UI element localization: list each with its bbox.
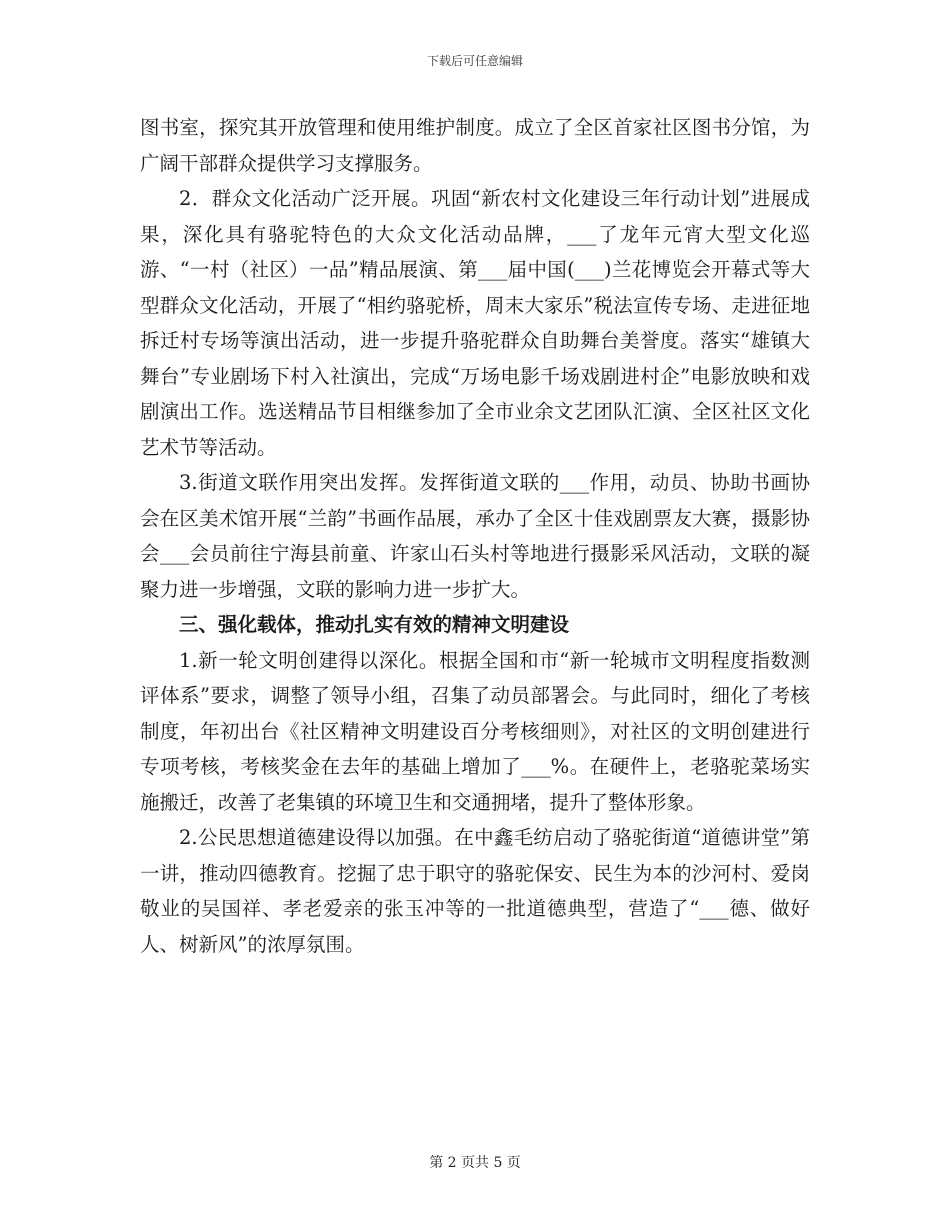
document-body bbox=[140, 110, 810, 962]
paragraph-civilization-creation: 1.新一轮文明创建得以深化。根据全国和市“新一轮城市文明程度指数测评体系”要求，调整了领导小组，召集了动员部署会。与此同时，细化了考核制度，年初出台《社区精神文明建设百分考核细则》，对社区的文明创建进行专项考核，考核奖金在去年的基础上增加了___%。在硬件上，老骆驼菜场实施搬迁，改善了老集镇的环境卫生和交通拥堵，提升了整体形象。 bbox=[140, 648, 810, 814]
paragraph-street-federation: 3.街道文联作用突出发挥。发挥街道文联的___作用，动员、协助书画协会在区美术馆开展“兰韵”书画作品展，承办了全区十佳戏剧票友大赛，摄影协会___会员前往宁海县前童、许家山石头村等地进行摄影采风活动，文联的凝聚力进一步增强，文联的影响力进一步扩大。 bbox=[140, 471, 810, 601]
page-footer: 第 2 页共 5 页 bbox=[429, 1155, 521, 1171]
paragraph-moral-construction: 2.公民思想道德建设得以加强。在中鑫毛纺启动了骆驼街道“道德讲堂”第一讲，推动四德教育。挖掘了忠于职守的骆驼保安、民生为本的沙河村、爱岗敬业的吴国祥、孝老爱亲的张玉冲等的一批道德典型，营造了“___德、做好人、树新风”的浓厚氛围。 bbox=[140, 826, 810, 956]
paragraph-mass-culture-activities: 2．群众文化活动广泛开展。巩固“新农村文化建设三年行动计划”进展成果，深化具有骆驼特色的大众文化活动品牌，___了龙年元宵大型文化巡游、“一村（社区）一品”精品展演、第___届中国(___)兰花博览会开幕式等大型群众文化活动，开展了“相约骆驼桥，周末大家乐”税法宣传专场、走进征地拆迁村专场等演出活动，进一步提升骆驼群众自助舞台美誉度。落实“雄镇大舞台”专业剧场下村入社演出，完成“万场电影千场戏剧进村企”电影放映和戏剧演出工作。选送精品节目相继参加了全市业余文艺团队汇演、全区社区文化艺术节等活动。 bbox=[140, 187, 810, 459]
section-heading-three: 三、强化载体，推动扎实有效的精神文明建设 bbox=[179, 613, 570, 636]
paragraph-library-continuation: 图书室，探究其开放管理和使用维护制度。成立了全区首家社区图书分馆，为广阔干部群众提供学习支撑服务。 bbox=[140, 116, 810, 175]
page-header: 下载后可任意编辑 bbox=[426, 54, 523, 68]
